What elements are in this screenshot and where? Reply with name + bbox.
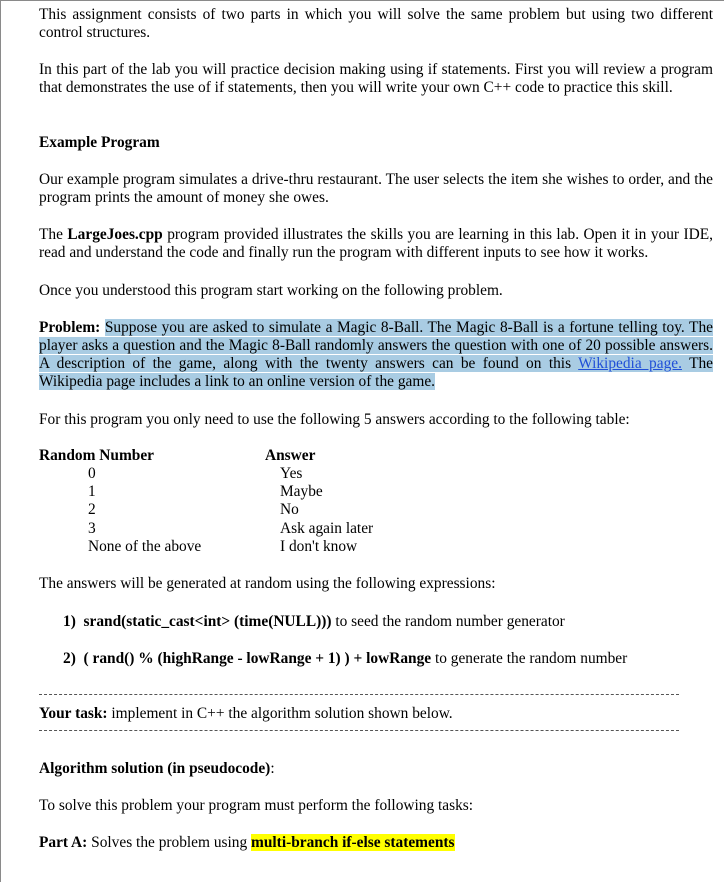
- intro-paragraph-2: In this part of the lab you will practice decision making using if statements. First you will review a program that demonstrates the use of if statements, then you will write your own C++ code to practice this skill.: [39, 61, 713, 96]
- table-header-random-number: Random Number: [39, 447, 155, 464]
- table-row-2-answer: No: [280, 501, 299, 518]
- table-row-4-number: None of the above: [88, 538, 202, 555]
- problem-highlight: Suppose you are asked to simulate a Magic 8-Ball. The Magic 8-Ball is a fortune telling toy. The player asks a question and the Magic 8-Ball randomly answers the question with one of 20 possible answers. A description of the game, along with the twenty answers can be found on this Wikipedia page. The Wikipedia page includes a link to an online version of the game.: [39, 319, 713, 390]
- table-row-4-answer: I don't know: [280, 538, 358, 555]
- algorithm-text: To solve this problem your program must perform the following tasks:: [39, 797, 474, 814]
- table-row-1-number: 1: [88, 483, 96, 500]
- table-row-2-number: 2: [88, 501, 96, 518]
- problem-label: Problem:: [39, 319, 101, 336]
- table-row-0-number: 0: [88, 465, 96, 482]
- dashed-divider-bottom: [39, 730, 679, 731]
- example-paragraph-3: Once you understood this program start working on the following problem.: [39, 282, 503, 299]
- example-heading: Example Program: [39, 134, 160, 151]
- table-header-answer: Answer: [265, 447, 316, 464]
- part-a-paragraph: Part A: Solves the problem using multi-branch if-else statements: [39, 834, 455, 851]
- table-intro: For this program you only need to use the following 5 answers according to the following table:: [39, 411, 630, 428]
- intro-paragraph-1: This assignment consists of two parts in which you will solve the same problem but using two different control structures.: [39, 6, 713, 41]
- problem-paragraph: [39, 319, 713, 391]
- dashed-divider-top: [39, 694, 679, 695]
- rand-expression: ( rand() % (highRange - lowRange + 1) ) + lowRange: [83, 650, 432, 667]
- random-intro: The answers will be generated at random using the following expressions:: [39, 575, 496, 592]
- table-row-1-answer: Maybe: [280, 483, 323, 500]
- multi-branch-highlight: multi-branch if-else statements: [251, 834, 455, 851]
- table-row-3-answer: Ask again later: [280, 520, 374, 537]
- table-row-3-number: 3: [88, 520, 96, 537]
- table-row-0-answer: Yes: [280, 465, 303, 482]
- expression-item-2: 2) ( rand() % (highRange - lowRange + 1) ) + lowRange to generate the random number: [63, 650, 628, 667]
- task-label: Your task:: [39, 705, 108, 722]
- srand-expression: srand(static_cast<int> (time(NULL))): [83, 613, 332, 630]
- example-paragraph-1: Our example program simulates a drive-thru restaurant. The user selects the item she wishes to order, and the program prints the amount of money she owes.: [39, 171, 713, 206]
- wikipedia-link[interactable]: Wikipedia page.: [578, 355, 682, 372]
- algorithm-heading: Algorithm solution (in pseudocode):: [39, 760, 275, 777]
- task-paragraph: Your task: implement in C++ the algorithm solution shown below.: [39, 705, 453, 722]
- expression-item-1: 1) srand(static_cast<int> (time(NULL))) to seed the random number generator: [63, 613, 565, 630]
- part-a-label: Part A:: [39, 834, 88, 851]
- largejoes-filename: LargeJoes.cpp: [67, 226, 163, 243]
- example-paragraph-2: The LargeJoes.cpp program provided illustrates the skills you are learning in this lab. Open it in your IDE, read and understand the code and finally run the program with different inputs to see how it works.: [39, 226, 713, 261]
